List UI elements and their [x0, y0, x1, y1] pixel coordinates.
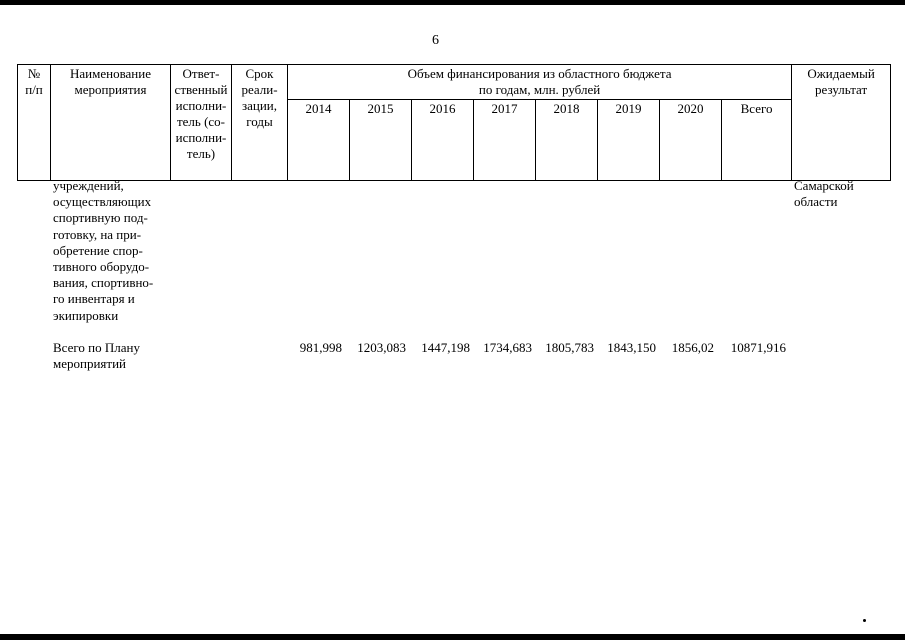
expected-result-continuation: Самарской области: [794, 178, 854, 210]
top-border-bar: [0, 0, 905, 5]
total-value-all: 10871,916: [730, 340, 786, 355]
total-value-2014: 981,998: [299, 340, 342, 355]
header-year: 2018: [536, 100, 598, 181]
header-year: 2019: [598, 100, 660, 181]
header-expected-result: Ожидаемый результат: [792, 65, 891, 181]
total-row-label: Всего по Плану мероприятий: [53, 340, 140, 372]
bottom-border-bar: [0, 634, 905, 640]
scan-speck: [863, 619, 866, 622]
header-year: 2016: [412, 100, 474, 181]
header-year: 2015: [350, 100, 412, 181]
header-year: 2020: [660, 100, 722, 181]
total-value-2017: 1734,683: [483, 340, 532, 355]
header-number: № п/п: [18, 65, 51, 181]
total-value-2020: 1856,02: [671, 340, 714, 355]
header-term: Срок реали- зации, годы: [232, 65, 288, 181]
activity-name-continuation: учреждений, осуществляющих спортивную под- готовку, на при- обретение спор- тивного оборудо- вания, спортивно- го инвентаря и экипировки: [53, 178, 154, 323]
page-number: 6: [432, 33, 439, 48]
funding-table-header: [17, 64, 891, 181]
header-year: 2017: [474, 100, 536, 181]
header-year: 2014: [288, 100, 350, 181]
total-value-2016: 1447,198: [421, 340, 470, 355]
header-responsible: Ответ- ственный исполни- тель (со- исполни- тель): [171, 65, 232, 181]
total-value-2018: 1805,783: [545, 340, 594, 355]
header-activity-name: Наименование мероприятия: [51, 65, 171, 181]
total-value-2019: 1843,150: [607, 340, 656, 355]
header-funding: Объем финансирования из областного бюджета по годам, млн. рублей: [288, 65, 792, 100]
header-total: Всего: [722, 100, 792, 181]
total-value-2015: 1203,083: [357, 340, 406, 355]
